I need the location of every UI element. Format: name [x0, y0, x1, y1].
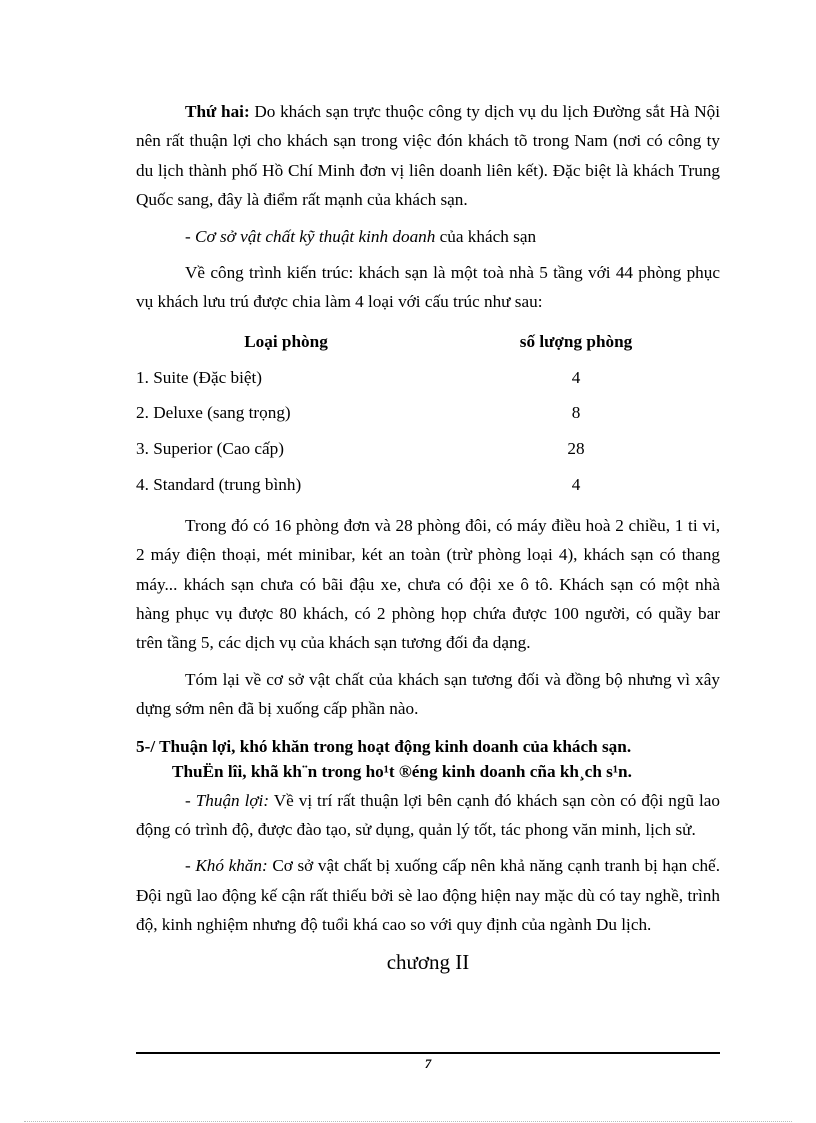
paragraph-text: Về vị trí rất thuận lợi bên cạnh đó khách sạn còn có đội ngũ lao động có trình độ, được đào tạo, sử dụng, quản lý tốt, tác phong văn minh, lịch sử. — [136, 790, 720, 840]
section-heading-line1: 5-/ Thuận lợi, khó khăn trong hoạt động kinh doanh của khách sạn. — [136, 736, 632, 756]
document-page — [136, 97, 720, 975]
paragraph-co-so-vat-chat — [136, 222, 720, 251]
page-number: 7 — [424, 1056, 432, 1071]
table-header-room-type: Loại phòng — [244, 331, 328, 351]
table-header-row — [136, 324, 720, 360]
table-cell-room-count: 8 — [571, 403, 581, 423]
table-cell-room-count: 28 — [567, 439, 585, 459]
bullet-prefix: - — [185, 226, 196, 246]
table-row — [136, 360, 720, 396]
paragraph-thuan-loi — [136, 786, 720, 845]
paragraph-thu-hai — [136, 97, 720, 215]
table-cell-room-count: 4 — [571, 474, 581, 494]
table-cell-room-count: 4 — [571, 367, 581, 387]
section-heading — [136, 734, 720, 784]
room-table — [136, 324, 720, 503]
section-heading-line2: ThuËn lîi, khã kh¨n trong ho¹t ®éng kinh doanh cña kh¸ch s¹n. — [172, 761, 632, 781]
bullet-prefix: - — [185, 790, 196, 810]
page-boundary-line — [24, 1121, 792, 1122]
paragraph-tom-lai: Tóm lại về cơ sở vật chất của khách sạn tương đối và đồng bộ nhưng vì xây dựng sớm nên đã bị xuống cấp phần nào. — [136, 669, 720, 719]
table-cell-room-type: 4. Standard (trung bình) — [136, 474, 302, 494]
paragraph-text: Do khách sạn trực thuộc công ty dịch vụ du lịch Đường sắt Hà Nội nên rất thuận lợi cho khách sạn trong việc đón khách tõ trong Nam (nơi có công ty du lịch thành phố Hồ Chí Minh đơn vị liên doanh liên kết). Đặc biệt là khách Trung Quốc sang, đây là điểm rất mạnh của khách sạn. — [136, 102, 720, 210]
italic-term: Khó khăn: — [195, 856, 268, 876]
paragraph-kho-khan — [136, 851, 720, 939]
table-cell-room-type: 3. Superior (Cao cấp) — [136, 439, 284, 459]
bullet-prefix: - — [185, 856, 196, 876]
table-row — [136, 431, 720, 467]
table-cell-room-type: 2. Deluxe (sang trọng) — [136, 403, 291, 423]
paragraph-trong-do: Trong đó có 16 phòng đơn và 28 phòng đôi, có máy điều hoà 2 chiều, 1 ti vi, 2 máy điện thoại, mét minibar, két an toàn (trừ phòng loại 4), khách sạn có thang máy... khách sạn chưa có bãi đậu xe, chưa có đội xe ô tô. Khách sạn có một nhà hàng phục vụ được 80 khách, có 2 phòng họp chứa được 100 người, có quầy bar trên tầng 5, các dịch vụ của khách sạn tương đối đa dạng. — [136, 515, 720, 653]
table-row — [136, 395, 720, 431]
paragraph-text: của khách sạn — [435, 226, 537, 246]
italic-term: Thuận lợi: — [195, 790, 270, 810]
paragraph-lead: Thứ hai: — [185, 102, 250, 121]
paragraph-cong-trinh: Về công trình kiến trúc: khách sạn là một toà nhà 5 tầng với 44 phòng phục vụ khách lưu trú được chia làm 4 loại với cấu trúc như sau: — [136, 263, 720, 312]
footer-rule — [136, 1052, 720, 1054]
paragraph-text: Cơ sở vật chất bị xuống cấp nên khả năng cạnh tranh bị hạn chế. Đội ngũ lao động kế cận rất thiếu bởi sè lao động hiện nay mặc dù có tay nghề, trình độ, kinh nghiệm nhưng độ tuổi khá cao so với quy định của ngành Du lịch. — [136, 856, 720, 935]
table-header-room-count: số lượng phòng — [519, 331, 633, 351]
chapter-title: chương II — [386, 949, 470, 974]
italic-term: Cơ sở vật chất kỹ thuật kinh doanh — [195, 226, 436, 246]
table-row — [136, 467, 720, 503]
table-cell-room-type: 1. Suite (Đặc biệt) — [136, 367, 263, 387]
